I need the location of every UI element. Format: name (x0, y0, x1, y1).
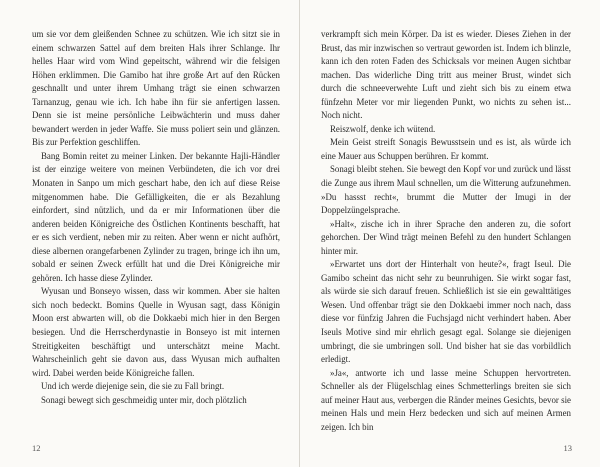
right-paragraph-4: Sonagi bleibt stehen. Sie bewegt den Kopf vor und zurück und lässt die Zunge aus ihrem Maul schnellen, um die Witterung aufzunehmen. »Du hassst recht«, brummt die Mutter der Imugi in der Doppelzüngelsprache. (321, 164, 571, 216)
page-number-right: 13 (563, 443, 572, 453)
right-paragraph-1: verkrampft sich mein Körper. Da ist es wieder. Dieses Ziehen in der Brust, das mir inzwischen so vertraut geworden ist. Indem ich blinzle, kann ich den roten Faden des Schicksals vor meinen Augen sichtbar machen. Das widerliche Ding tritt aus meiner Brust, windet sich durch die schneeverwehte Luft und zieht sich bis zu einem etwa fünfzehn Meter vor mir liegenden Punkt, wo nichts zu sehen ist... Noch nicht. (321, 29, 571, 121)
right-paragraph-6: »Erwartet uns dort der Hinterhalt von heute?«, fragt Iseul. Die Gamibo scheint das nicht sehr zu beunruhigen. Sie wirkt sogar fast, als würde sie sich darauf freuen. Schließlich ist sie ein gewalttätiges Wesen. Und offenbar trägt sie den Dokkaebi immer noch nach, dass diese vor fünfzig Jahren die Fuchsjagd nicht verhindert haben. Aber Iseuls Motive sind mir ehrlich gesagt egal. Solange sie diejenigen umbringt, die sie umbringen soll. Und bisher hat sie das vorbildlich erledigt. (321, 259, 571, 365)
right-paragraph-2: Reiszwolf, denke ich wütend. (330, 123, 436, 134)
left-paragraph-1: um sie vor dem gleißenden Schnee zu schützen. Wie ich sitzt sie in einem schwarzen Sattel auf dem breiten Hals ihrer Schlange. Ihr helles Haar wird vom Wind gepeitscht, während wir die felsigen Höhen erklimmen. Die Gamibo hat ihre große Art auf den Rücken geschnallt und unter ihrem Umhang trägt sie einen schwarzen Tarnanzug, genau wie ich. Ich habe ihn für sie anfertigen lassen. Denn sie ist meine persönliche Leibwächterin und muss daher bewandert werden in jeder Waffe. Sie muss poliert sein und glänzen. Bis zur Perfektion geschliffen. (32, 29, 280, 148)
left-paragraph-2: Bang Bomin reitet zu meiner Linken. Der bekannte Hajli-Händler ist der einzige weitere von meinen Verbündeten, die ich vor drei Monaten in Sanpo um mich geschart habe, den ich auf diese Reise mitgenommen habe. Die Gefälligkeiten, die er als Bezahlung einfordert, sind nützlich, und da er mir Informationen über die anderen beiden Königreiche des Östlichen Kontinents beschafft, hat er es sich verdient, neben mir zu reiten. Aber wenn er nicht aufhört, diese albernen orangefarbenen Zylinder zu tragen, bringe ich ihn um, sobald er seinen Zweck erfüllt hat und die Drei Königreiche mir gehören. Ich hasse diese Zylinder. (32, 150, 280, 283)
right-paragraph-3: Mein Geist streift Sonagis Bewusstsein und es ist, als würde ich eine Mauer aus Schuppen berühren. Er kommt. (321, 137, 571, 161)
left-paragraph-5: Sonagi bewegt sich geschmeidig unter mir, doch plötzlich (41, 394, 247, 405)
right-paragraph-7: »Ja«, antworte ich und lasse meine Schuppen hervortreten. Schneller als der Flügelschlag eines Schmetterlings breiten sie sich auf meiner Haut aus, verbergen die Ränder meines Gesichts, bevor sie meinen Hals und mein Herz bedecken und sich auf meinen Armen zeigen. Ich bin (321, 367, 571, 432)
page-number-left: 12 (32, 443, 41, 453)
left-paragraph-4: Und ich werde diejenige sein, die sie zu Fall bringt. (41, 381, 225, 392)
right-page (300, 0, 600, 467)
left-page-text (32, 28, 280, 407)
right-page-text (321, 28, 571, 434)
left-paragraph-3: Wyusan und Bonseyo wissen, dass wir kommen. Aber sie halten sich noch bedeckt. Bomins Quelle in Wyusan sagt, dass Königin Moon erst abwarten will, ob die Dokkaebi mich hier in den Bergen besiegen. Und die Herrscherdynastie in Bonseyo ist mit internen Streitigkeiten beschäftigt und unterschätzt meine Macht. Wahrscheinlich geht sie davon aus, dass Wyusan mich aufhalten wird. Dabei werden beide Königreiche fallen. (32, 286, 280, 378)
right-paragraph-5: »Halt«, zische ich in ihrer Sprache den anderen zu, die sofort gehorchen. Der Wind trägt meinen Befehl zu den hundert Schlangen hinter mir. (321, 218, 571, 256)
